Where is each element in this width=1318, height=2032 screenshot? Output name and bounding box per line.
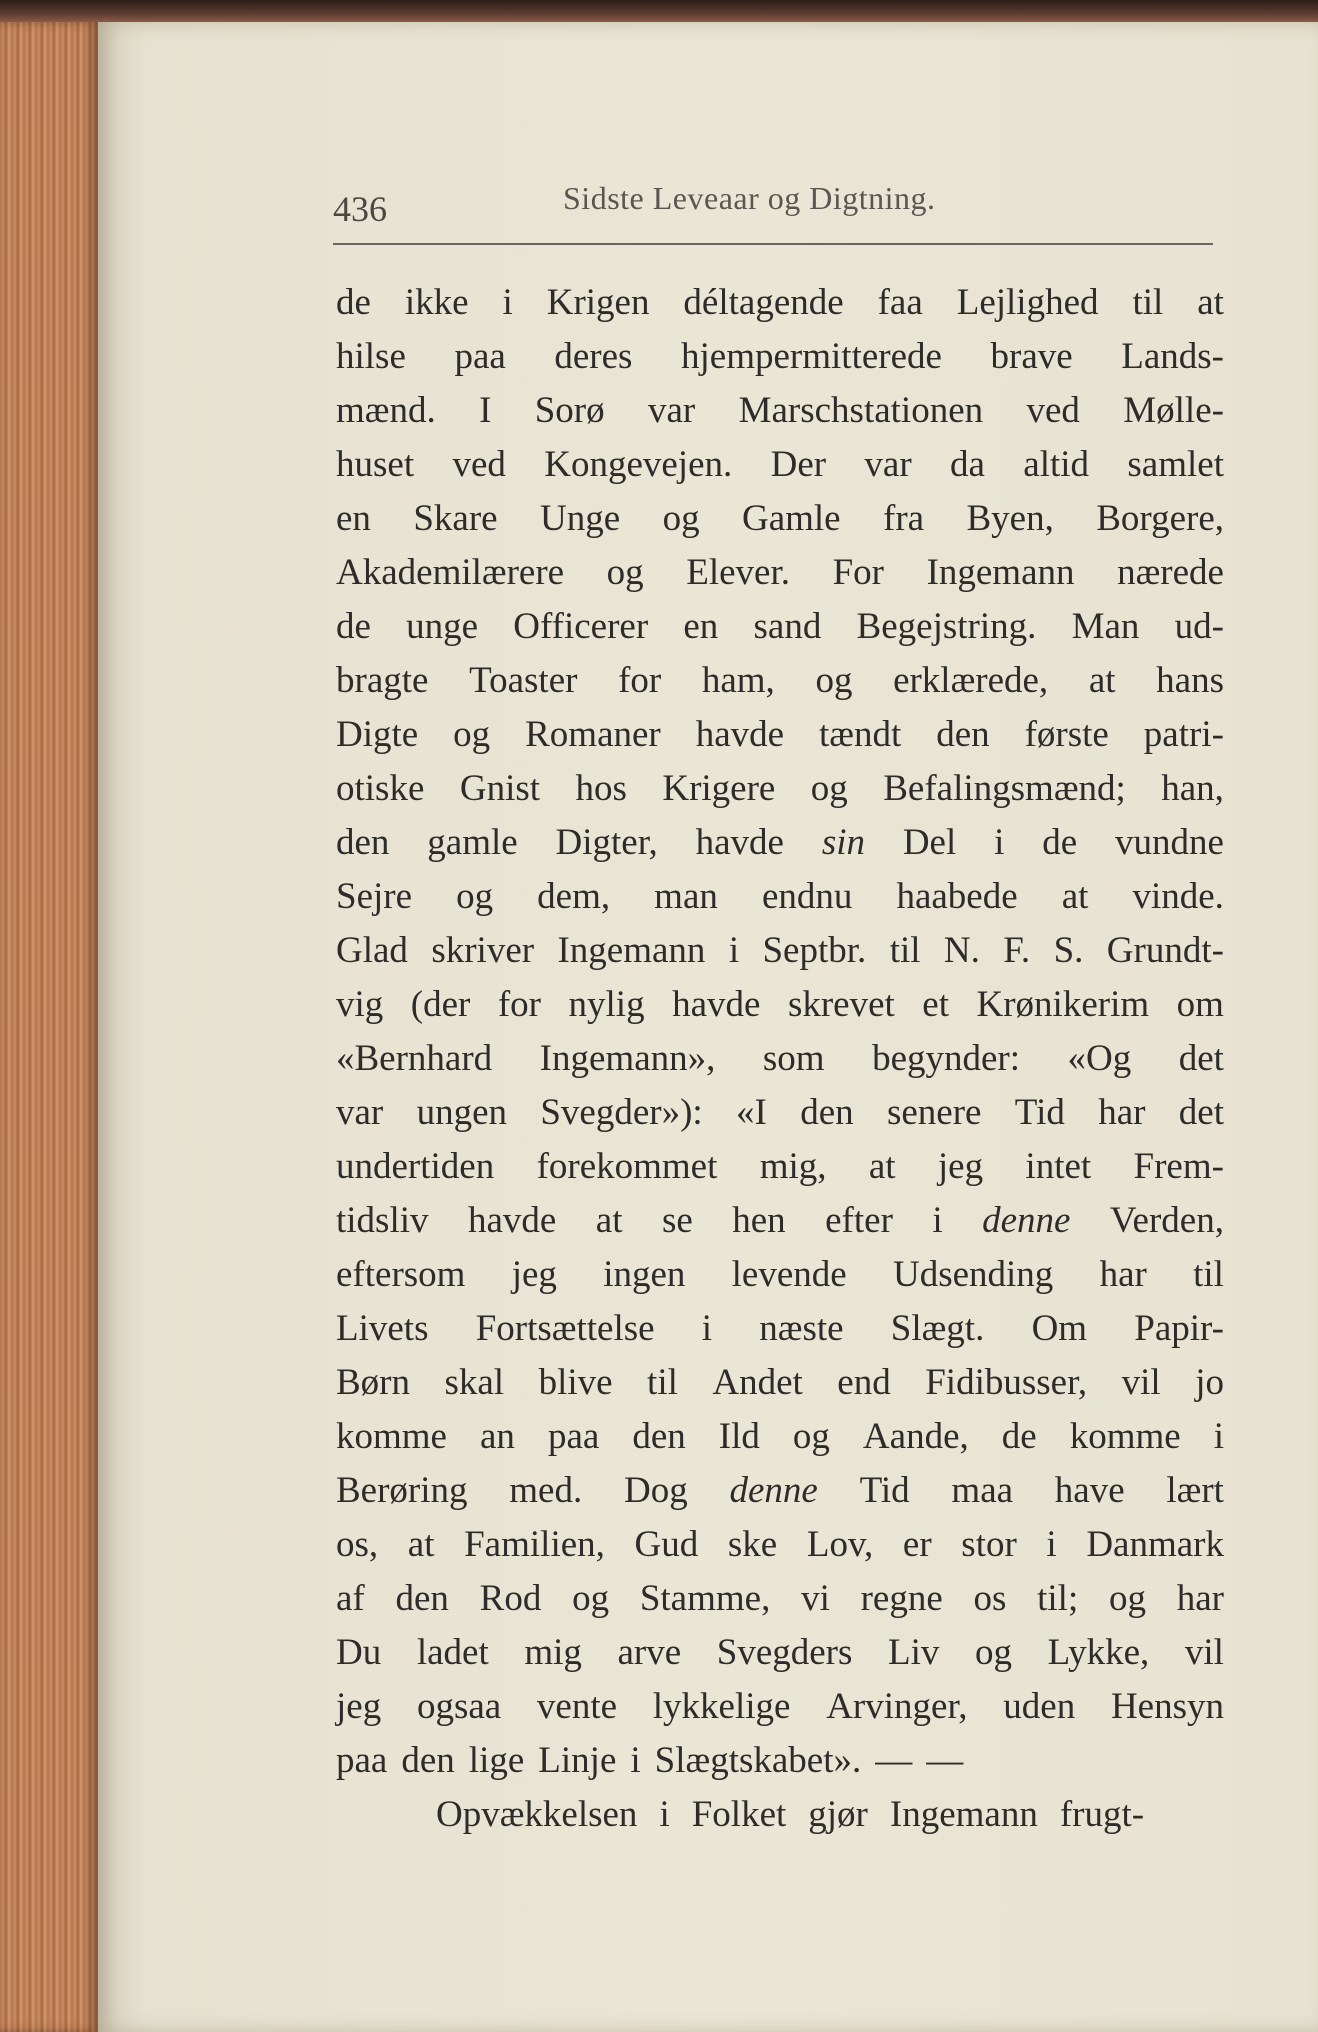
word: har bbox=[1176, 1578, 1224, 1619]
word: jeg bbox=[336, 1686, 382, 1727]
word: havde bbox=[467, 1200, 557, 1241]
text-line bbox=[336, 654, 1224, 708]
word: dem, bbox=[537, 876, 611, 917]
word: deres bbox=[554, 336, 633, 377]
word: har bbox=[1098, 1092, 1146, 1133]
word: eftersom bbox=[336, 1254, 466, 1295]
word: har bbox=[1099, 1254, 1147, 1295]
text-line bbox=[336, 330, 1224, 384]
word: Borgere, bbox=[1096, 498, 1224, 539]
word: vig bbox=[336, 984, 384, 1025]
word: an bbox=[480, 1416, 515, 1457]
word: og bbox=[453, 714, 491, 755]
word: at bbox=[595, 1200, 623, 1241]
text-line bbox=[336, 1140, 1224, 1194]
word: i bbox=[728, 930, 740, 971]
word: Unge bbox=[540, 498, 621, 539]
word: Lejlighed bbox=[956, 282, 1099, 323]
word: Befalingsmænd; bbox=[883, 768, 1126, 809]
word: forekommet bbox=[536, 1146, 718, 1187]
word: Slægt. bbox=[890, 1308, 985, 1349]
word: samlet bbox=[1127, 444, 1224, 485]
text-line bbox=[336, 762, 1224, 816]
word: maa bbox=[951, 1470, 1014, 1511]
text-line bbox=[336, 1194, 1224, 1248]
word: i bbox=[701, 1308, 713, 1349]
book-page-edges bbox=[0, 22, 98, 2032]
word: Ingemann bbox=[926, 552, 1075, 593]
running-title: Sidste Leveaar og Digtning. bbox=[563, 180, 936, 216]
word: lært bbox=[1166, 1470, 1224, 1511]
word: man bbox=[654, 876, 718, 917]
word: ved bbox=[1026, 390, 1080, 431]
word: Slægtskabet». bbox=[654, 1740, 862, 1781]
word: i bbox=[1213, 1416, 1224, 1457]
word: hilse bbox=[336, 336, 406, 377]
word: Ingemann bbox=[557, 930, 706, 971]
word: Gamle bbox=[741, 498, 841, 539]
word: komme bbox=[336, 1416, 447, 1457]
word: i bbox=[932, 1200, 943, 1241]
word: Familien, bbox=[464, 1524, 605, 1565]
word: var bbox=[864, 444, 912, 485]
word: og bbox=[572, 1578, 610, 1619]
word: Krønikerim bbox=[976, 984, 1150, 1025]
word: gjør bbox=[808, 1794, 868, 1835]
word: Fidibusser, bbox=[925, 1362, 1088, 1403]
word: mænd. bbox=[336, 390, 436, 431]
text-line bbox=[336, 1248, 1224, 1302]
word: og bbox=[662, 498, 700, 539]
word: ungen bbox=[416, 1092, 508, 1133]
word: Grundt- bbox=[1106, 930, 1224, 971]
word: S. bbox=[1053, 930, 1084, 971]
word: brave bbox=[990, 336, 1073, 377]
text-line bbox=[336, 1518, 1224, 1572]
word: — bbox=[875, 1740, 913, 1781]
word: Marschstationen bbox=[738, 390, 984, 431]
word: déltagende bbox=[683, 282, 844, 323]
word: i bbox=[502, 282, 513, 323]
word: de bbox=[1042, 822, 1078, 863]
word: i bbox=[659, 1794, 670, 1835]
word: frugt- bbox=[1059, 1794, 1145, 1835]
word: paa bbox=[336, 1740, 388, 1781]
word: vundne bbox=[1114, 822, 1224, 863]
text-line bbox=[336, 276, 1224, 330]
word: bragte bbox=[336, 660, 429, 701]
word: se bbox=[661, 1200, 693, 1241]
word: og bbox=[606, 552, 644, 593]
word: var bbox=[336, 1092, 384, 1133]
word: Skare bbox=[413, 498, 498, 539]
word: Kongevejen. bbox=[544, 444, 733, 485]
text-line bbox=[336, 1680, 1224, 1734]
word: blive bbox=[538, 1362, 613, 1403]
word: nylig bbox=[568, 984, 645, 1025]
word: lige bbox=[468, 1740, 525, 1781]
word: og bbox=[1108, 1578, 1146, 1619]
word: Septbr. bbox=[762, 930, 867, 971]
word: Papir- bbox=[1134, 1308, 1224, 1349]
word: i bbox=[630, 1740, 641, 1781]
word: sin bbox=[821, 822, 865, 863]
word: Danmark bbox=[1086, 1524, 1224, 1565]
word: og bbox=[456, 876, 494, 917]
word: Lov, bbox=[806, 1524, 874, 1565]
word: havde bbox=[695, 714, 785, 755]
word: som bbox=[762, 1038, 825, 1079]
word: efter bbox=[825, 1200, 893, 1241]
word: «Bernhard bbox=[336, 1038, 493, 1079]
word: ud- bbox=[1174, 606, 1224, 647]
word: N. bbox=[943, 930, 980, 971]
header-rule bbox=[333, 243, 1213, 245]
word: til bbox=[1193, 1254, 1224, 1295]
word: hans bbox=[1156, 660, 1224, 701]
word: og bbox=[974, 1632, 1012, 1673]
text-line bbox=[336, 492, 1224, 546]
word: første bbox=[1024, 714, 1109, 755]
word: (der bbox=[410, 984, 471, 1025]
word: begynder: bbox=[872, 1038, 1021, 1079]
word: Man bbox=[1071, 606, 1140, 647]
word: Frem- bbox=[1133, 1146, 1224, 1187]
word: Linje bbox=[538, 1740, 617, 1781]
word: For bbox=[832, 552, 884, 593]
text-line bbox=[336, 600, 1224, 654]
word: en bbox=[683, 606, 719, 647]
word: vente bbox=[536, 1686, 618, 1727]
word: undertiden bbox=[336, 1146, 495, 1187]
word: til bbox=[647, 1362, 678, 1403]
word: Byen, bbox=[966, 498, 1054, 539]
word: mig bbox=[524, 1632, 582, 1673]
text-line bbox=[336, 1086, 1224, 1140]
word: nærede bbox=[1117, 552, 1224, 593]
word: F. bbox=[1003, 930, 1031, 971]
word: i bbox=[994, 822, 1005, 863]
text-line bbox=[336, 870, 1224, 924]
text-line bbox=[336, 978, 1224, 1032]
word: Andet bbox=[712, 1362, 803, 1403]
word: en bbox=[336, 498, 371, 539]
word: Ingemann bbox=[889, 1794, 1038, 1835]
word: den bbox=[395, 1578, 449, 1619]
word: Svegder»): bbox=[540, 1092, 703, 1133]
word: det bbox=[1178, 1092, 1224, 1133]
text-line bbox=[336, 1410, 1224, 1464]
word: de bbox=[1001, 1416, 1037, 1457]
word: af bbox=[336, 1578, 365, 1619]
word: skrevet bbox=[787, 984, 895, 1025]
body-text bbox=[336, 276, 1224, 1842]
word: end bbox=[837, 1362, 891, 1403]
word: endnu bbox=[761, 876, 853, 917]
word: og bbox=[815, 660, 853, 701]
word: havde bbox=[672, 984, 761, 1025]
word: ogsaa bbox=[416, 1686, 502, 1727]
word: stor bbox=[961, 1524, 1017, 1565]
text-line bbox=[336, 546, 1224, 600]
word: paa bbox=[454, 336, 506, 377]
word: ingen bbox=[603, 1254, 686, 1295]
word: erklærede, bbox=[893, 660, 1049, 701]
word: vil bbox=[1184, 1632, 1224, 1673]
text-line bbox=[336, 384, 1224, 438]
word: Mølle- bbox=[1123, 390, 1224, 431]
word: «Og bbox=[1067, 1038, 1132, 1079]
word: Tid bbox=[859, 1470, 910, 1511]
word: tidsliv bbox=[336, 1200, 429, 1241]
word: sand bbox=[753, 606, 822, 647]
word: komme bbox=[1069, 1416, 1181, 1457]
word: vil bbox=[1121, 1362, 1161, 1403]
word: ikke bbox=[404, 282, 469, 323]
word: med. bbox=[509, 1470, 583, 1511]
word: Berøring bbox=[336, 1470, 468, 1511]
word: Lykke, bbox=[1047, 1632, 1150, 1673]
word: ladet bbox=[416, 1632, 489, 1673]
word: Tid bbox=[1014, 1092, 1065, 1133]
word: og bbox=[810, 768, 848, 809]
word: jo bbox=[1195, 1362, 1224, 1403]
word: Glad bbox=[336, 930, 408, 971]
word: faa bbox=[877, 282, 923, 323]
word: patri- bbox=[1143, 714, 1224, 755]
word: Aande, bbox=[862, 1416, 969, 1457]
word: Akademilærere bbox=[336, 552, 565, 593]
word: fra bbox=[883, 498, 925, 539]
word: de bbox=[336, 606, 371, 647]
word: skal bbox=[444, 1362, 505, 1403]
word: Hensyn bbox=[1110, 1686, 1224, 1727]
word: Gnist bbox=[459, 768, 541, 809]
word: for bbox=[618, 660, 662, 701]
word: Ingemann», bbox=[539, 1038, 716, 1079]
word: hjempermitterede bbox=[681, 336, 942, 377]
word: tændt bbox=[819, 714, 902, 755]
text-line bbox=[336, 1302, 1224, 1356]
word: uden bbox=[1003, 1686, 1076, 1727]
word: Opvækkelsen bbox=[436, 1794, 638, 1835]
text-line bbox=[336, 816, 1224, 870]
word: arve bbox=[617, 1632, 682, 1673]
word: Krigere bbox=[662, 768, 776, 809]
word: Gud bbox=[634, 1524, 699, 1565]
word: og bbox=[792, 1416, 830, 1457]
book-top-edge bbox=[0, 0, 1318, 22]
text-line bbox=[336, 1356, 1224, 1410]
word: den bbox=[336, 822, 390, 863]
word: lykkelige bbox=[652, 1686, 791, 1727]
word: Der bbox=[770, 444, 827, 485]
word: vinde. bbox=[1132, 876, 1224, 917]
word: Svegders bbox=[716, 1632, 853, 1673]
word: skriver bbox=[431, 930, 535, 971]
word: Udsending bbox=[892, 1254, 1054, 1295]
word: Toaster bbox=[469, 660, 578, 701]
word: Romaner bbox=[525, 714, 661, 755]
word: at bbox=[1061, 876, 1089, 917]
word: hos bbox=[575, 768, 627, 809]
text-line bbox=[336, 1464, 1224, 1518]
word: var bbox=[647, 390, 696, 431]
word: Ild bbox=[718, 1416, 760, 1457]
text-line bbox=[336, 708, 1224, 762]
word: have bbox=[1054, 1470, 1125, 1511]
word: Fortsættelse bbox=[475, 1308, 655, 1349]
word: ske bbox=[727, 1524, 778, 1565]
word: da bbox=[950, 444, 985, 485]
text-line bbox=[336, 1788, 1224, 1842]
word: at bbox=[1088, 660, 1116, 701]
word: mig, bbox=[759, 1146, 827, 1187]
word: jeg bbox=[937, 1146, 984, 1187]
word: Børn bbox=[336, 1362, 410, 1403]
word: den bbox=[936, 714, 990, 755]
word: Begejstring. bbox=[856, 606, 1037, 647]
text-line bbox=[336, 438, 1224, 492]
word: et bbox=[922, 984, 949, 1025]
word: Liv bbox=[888, 1632, 940, 1673]
word: at bbox=[407, 1524, 435, 1565]
word: Lands- bbox=[1121, 336, 1224, 377]
word: Du bbox=[336, 1632, 382, 1673]
word: otiske bbox=[336, 768, 425, 809]
word: Dog bbox=[623, 1470, 688, 1511]
word: Stamme, bbox=[639, 1578, 771, 1619]
word: om bbox=[1176, 984, 1224, 1025]
text-line bbox=[336, 924, 1224, 978]
text-line bbox=[336, 1572, 1224, 1626]
word: næste bbox=[759, 1308, 844, 1349]
word: denne bbox=[729, 1470, 818, 1511]
word: Arvinger, bbox=[826, 1686, 968, 1727]
word: i bbox=[1046, 1524, 1057, 1565]
word: hen bbox=[732, 1200, 786, 1241]
word: huset bbox=[336, 444, 415, 485]
word: Rod bbox=[479, 1578, 542, 1619]
word: ved bbox=[452, 444, 506, 485]
word: Folket bbox=[691, 1794, 787, 1835]
word: at bbox=[868, 1146, 896, 1187]
word: Officerer bbox=[513, 606, 649, 647]
word: Verden, bbox=[1109, 1200, 1224, 1241]
word: Sejre bbox=[336, 876, 413, 917]
word: «I bbox=[736, 1092, 767, 1133]
word: den bbox=[632, 1416, 686, 1457]
word: til; bbox=[1037, 1578, 1079, 1619]
word: er bbox=[902, 1524, 932, 1565]
word: for bbox=[497, 984, 542, 1025]
word: I bbox=[479, 390, 492, 431]
word: Livets bbox=[336, 1308, 429, 1349]
word: vi bbox=[801, 1578, 830, 1619]
word: de bbox=[336, 282, 371, 323]
word: unge bbox=[406, 606, 479, 647]
word: Om bbox=[1031, 1308, 1088, 1349]
word: levende bbox=[731, 1254, 847, 1295]
page-number: 436 bbox=[333, 189, 387, 229]
word: intet bbox=[1025, 1146, 1092, 1187]
word: han, bbox=[1161, 768, 1224, 809]
word: — bbox=[926, 1740, 964, 1781]
word: denne bbox=[982, 1200, 1071, 1241]
word: Digter, bbox=[555, 822, 658, 863]
word: altid bbox=[1023, 444, 1090, 485]
word: regne bbox=[860, 1578, 943, 1619]
text-line bbox=[336, 1734, 1224, 1788]
word: Digte bbox=[336, 714, 419, 755]
word: havde bbox=[695, 822, 784, 863]
word: gamle bbox=[427, 822, 518, 863]
word: haabede bbox=[896, 876, 1018, 917]
word: os bbox=[973, 1578, 1007, 1619]
word: Del bbox=[902, 822, 957, 863]
word: Elever. bbox=[686, 552, 790, 593]
word: ham, bbox=[701, 660, 775, 701]
word: Krigen bbox=[546, 282, 650, 323]
running-head bbox=[333, 176, 1213, 236]
word: at bbox=[1197, 282, 1224, 323]
word: til bbox=[1132, 282, 1164, 323]
word: senere bbox=[886, 1092, 982, 1133]
word: Sorø bbox=[534, 390, 605, 431]
word: det bbox=[1178, 1038, 1224, 1079]
text-line bbox=[336, 1032, 1224, 1086]
word: til bbox=[889, 930, 921, 971]
word: os, bbox=[336, 1524, 379, 1565]
word: den bbox=[800, 1092, 854, 1133]
word: jeg bbox=[511, 1254, 557, 1295]
word: den bbox=[401, 1740, 455, 1781]
word: paa bbox=[547, 1416, 600, 1457]
text-line bbox=[336, 1626, 1224, 1680]
